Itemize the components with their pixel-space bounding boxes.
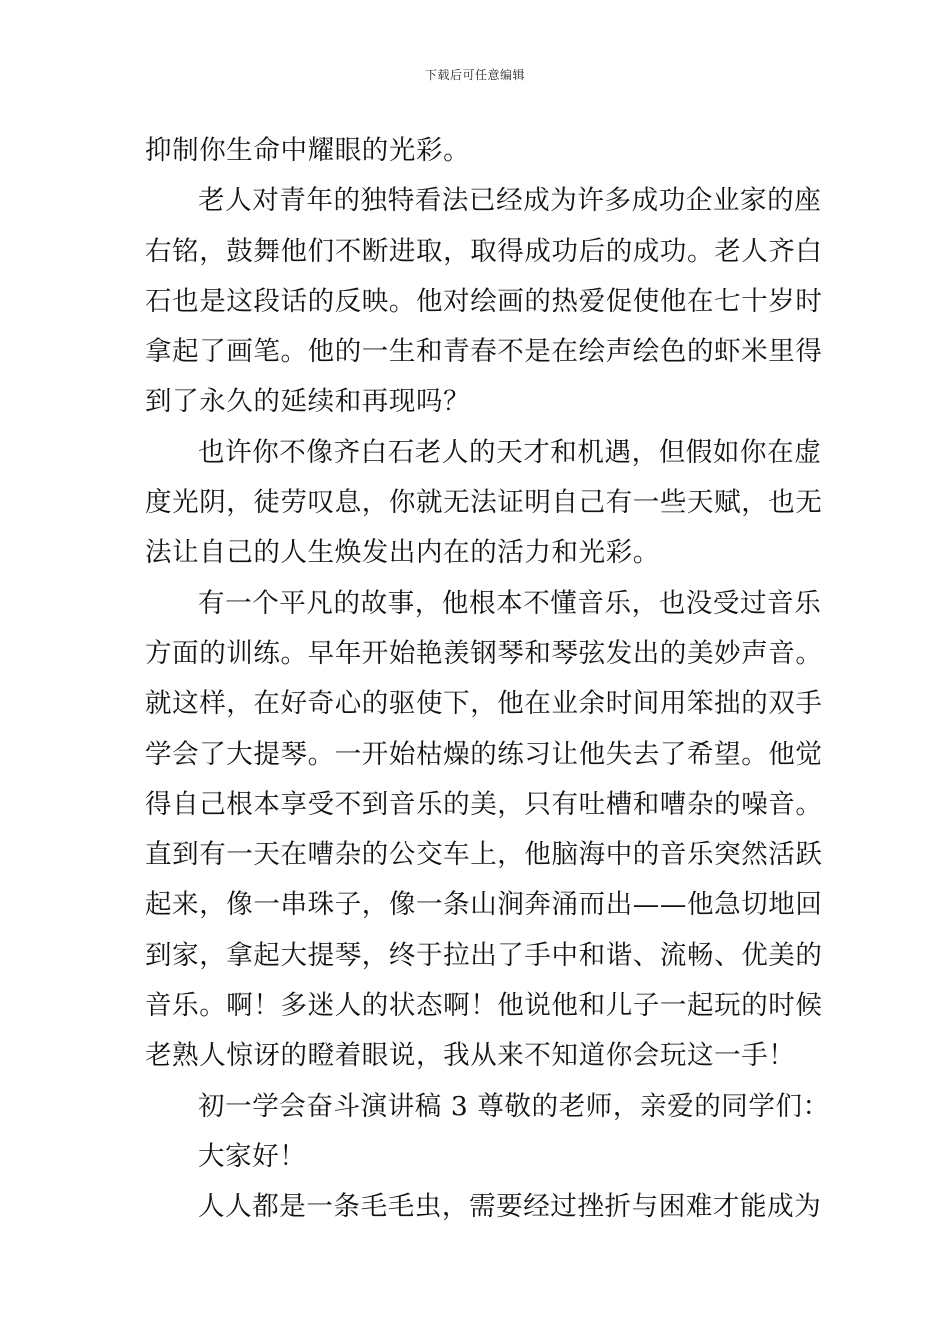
text-line: 音乐。啊！多迷人的状态啊！他说他和儿子一起玩的时候 [145, 990, 823, 1022]
text-line: 到了永久的延续和再现吗？ [145, 386, 471, 418]
text-line: 大家好！ [198, 1140, 307, 1172]
text-line: 老熟人惊讶的瞪着眼说，我从来不知道你会玩这一手！ [145, 1040, 796, 1072]
text-line: 石也是这段话的反映。他对绘画的热爱促使他在七十岁时 [145, 285, 823, 317]
text-line: 初一学会奋斗演讲稿 3 尊敬的老师，亲爱的同学们： [198, 1090, 830, 1122]
text-line: 也许你不像齐白石老人的天才和机遇，但假如你在虚 [198, 436, 822, 468]
text-line: 直到有一天在嘈杂的公交车上，他脑海中的音乐突然活跃 [145, 839, 823, 871]
text-line: 起来，像一串珠子，像一条山涧奔涌而出——他急切地回 [145, 889, 823, 921]
text-line: 有一个平凡的故事，他根本不懂音乐，也没受过音乐 [198, 587, 822, 619]
text-line: 右铭，鼓舞他们不断进取，取得成功后的成功。老人齐白 [145, 235, 823, 267]
text-line: 抑制你生命中耀眼的光彩。 [145, 135, 471, 166]
text-line: 老人对青年的独特看法已经成为许多成功企业家的座 [198, 185, 822, 217]
page-header: 下载后可任意编辑 [424, 68, 525, 82]
document-body [145, 126, 830, 1233]
text-line: 方面的训练。早年开始艳羡钢琴和琴弦发出的美妙声音。 [145, 637, 823, 669]
text-line: 度光阴，徒劳叹息，你就无法证明自己有一些天赋，也无 [145, 487, 823, 519]
text-line: 得自己根本享受不到音乐的美，只有吐槽和嘈杂的噪音。 [145, 788, 823, 820]
text-line: 拿起了画笔。他的一生和青春不是在绘声绘色的虾米里得 [145, 336, 823, 368]
text-line: 到家，拿起大提琴，终于拉出了手中和谐、流畅、优美的 [145, 939, 823, 971]
text-line: 法让自己的人生焕发出内在的活力和光彩。 [145, 537, 660, 569]
text-line: 就这样，在好奇心的驱使下，他在业余时间用笨拙的双手 [145, 688, 823, 720]
text-line: 学会了大提琴。一开始枯燥的练习让他失去了希望。他觉 [145, 738, 823, 770]
text-line: 人人都是一条毛毛虫，需要经过挫折与困难才能成为 [198, 1191, 822, 1223]
